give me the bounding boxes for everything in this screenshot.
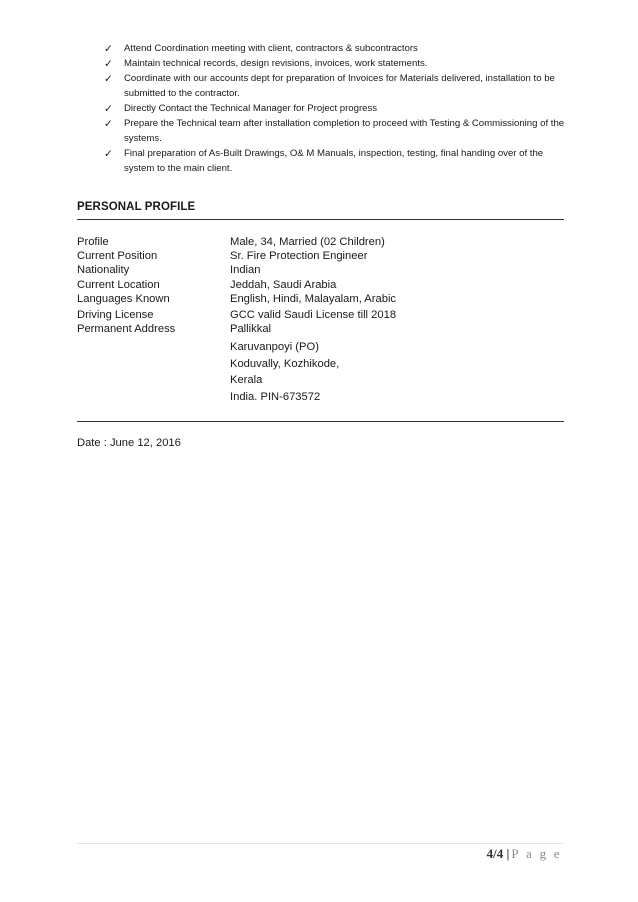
duty-item: ✓ Directly Contact the Technical Manager for Project progress: [104, 103, 378, 116]
duties-list: [104, 42, 574, 177]
checkmark-icon: ✓: [104, 58, 113, 71]
profile-value: GCC valid Saudi License till 2018: [230, 309, 397, 321]
duty-item: ✓ Final preparation of As-Built Drawings, O& M Manuals, inspection, testing, final handing over of the system to the main client.: [104, 148, 544, 174]
checkmark-icon: ✓: [104, 103, 113, 116]
page-word: P a g e: [511, 846, 562, 861]
page-number: 4/4 |: [486, 846, 510, 861]
checkmark-icon: ✓: [104, 118, 113, 131]
profile-value: Karuvanpoyi (PO): [230, 341, 319, 353]
profile-label: Driving License: [77, 309, 154, 321]
profile-label: Permanent Address: [77, 323, 176, 335]
section-divider: [77, 219, 564, 220]
checkmark-icon: ✓: [104, 73, 113, 86]
profile-value: Kerala: [230, 374, 263, 386]
checkmark-icon: ✓: [104, 43, 113, 55]
section-divider: [77, 421, 564, 422]
section-title-personal-profile: PERSONAL PROFILE: [77, 201, 196, 213]
duty-item: ✓ Maintain technical records, design revisions, invoices, work statements.: [104, 58, 428, 71]
profile-value: Sr. Fire Protection Engineer: [230, 250, 368, 262]
profile-value: Indian: [230, 264, 261, 276]
duty-item: ✓ Coordinate with our accounts dept for preparation of Invoices for Materials delivered, installation to be submitted to the contractor.: [104, 73, 555, 99]
profile-label: Nationality: [77, 264, 130, 276]
profile-value: Pallikkal: [230, 323, 272, 335]
profile-value: Koduvally, Kozhikode,: [230, 358, 340, 370]
profile-label: Profile: [77, 236, 109, 248]
profile-value: Jeddah, Saudi Arabia: [230, 279, 337, 291]
profile-value: Male, 34, Married (02 Children): [230, 236, 385, 248]
duty-item: ✓ Prepare the Technical team after installation completion to proceed with Testing & Commissioning of the systems.: [104, 118, 565, 144]
profile-value: English, Hindi, Malayalam, Arabic: [230, 293, 397, 305]
footer-divider: [77, 843, 564, 844]
profile-value: India. PIN-673572: [230, 391, 321, 403]
profile-label: Current Position: [77, 250, 158, 262]
date-line: Date : June 12, 2016: [77, 437, 181, 449]
profile-label: Current Location: [77, 279, 160, 291]
profile-label: Languages Known: [77, 293, 170, 305]
duty-item: ✓ Attend Coordination meeting with client, contractors & subcontractors: [104, 43, 418, 55]
page-footer: [487, 846, 562, 862]
checkmark-icon: ✓: [104, 148, 113, 161]
